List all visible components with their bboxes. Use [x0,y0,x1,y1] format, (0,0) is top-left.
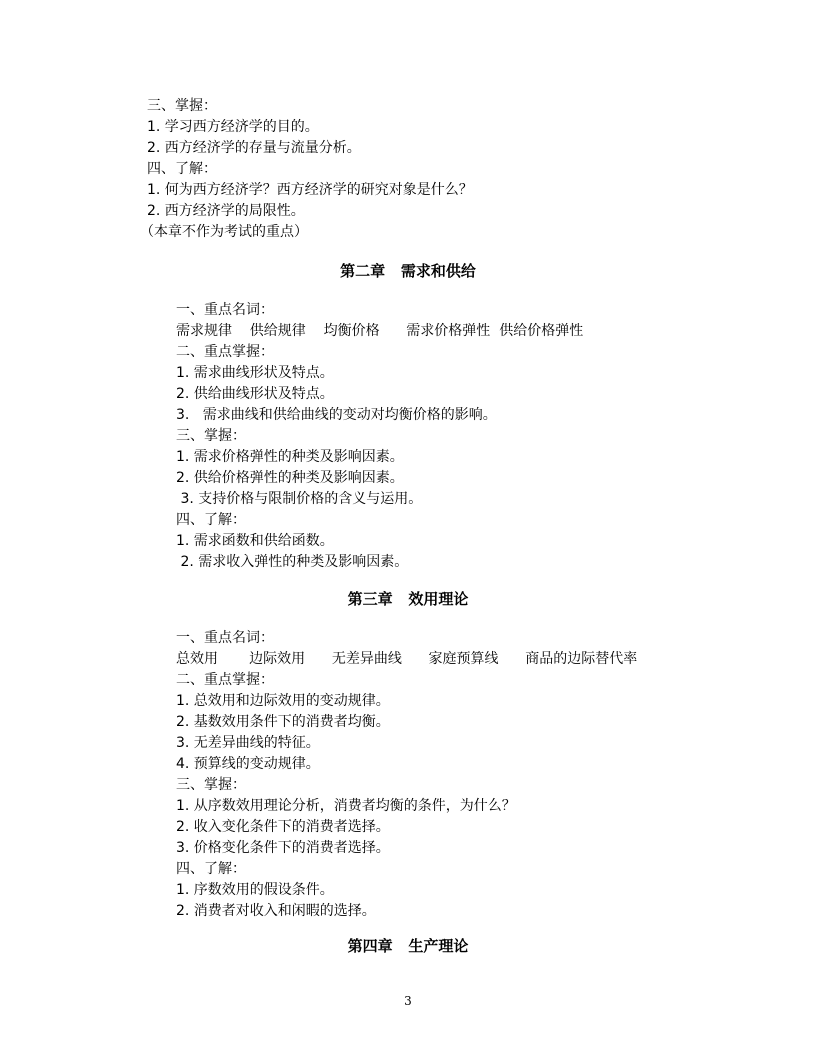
section-heading-understand: 四、了解： [176,861,246,877]
list-item: 1. 需求函数和供给函数。 [176,533,334,549]
page-number: 3 [404,994,412,1008]
list-item: 3. 无差异曲线的特征。 [176,735,320,751]
list-item: 2. 供给价格弹性的种类及影响因素。 [176,470,404,486]
list-item: 1. 学习西方经济学的目的。 [147,119,319,135]
list-item: 3. 支持价格与限制价格的含义与运用。 [176,491,423,507]
list-item: 2. 基数效用条件下的消费者均衡。 [176,714,390,730]
list-item: 1. 序数效用的假设条件。 [176,882,334,898]
list-item: 2. 收入变化条件下的消费者选择。 [176,819,390,835]
list-item: 1. 需求价格弹性的种类及影响因素。 [176,449,404,465]
list-item: 1. 何为西方经济学？西方经济学的研究对象是什么？ [147,182,473,198]
list-item: 4. 预算线的变动规律。 [176,756,320,772]
section-heading-master: 三、掌握： [176,428,246,444]
note-text: （本章不作为考试的重点） [140,224,308,240]
list-item: 2. 西方经济学的局限性。 [147,203,305,219]
chapter-3-title: 第三章 效用理论 [347,590,469,608]
section-heading-key-master: 二、重点掌握： [176,672,274,688]
list-item: 3. 价格变化条件下的消费者选择。 [176,840,390,856]
section-heading-master: 三、掌握： [147,98,217,114]
list-item: 1. 总效用和边际效用的变动规律。 [176,693,390,709]
section-heading-key-master: 二、重点掌握： [176,344,274,360]
section-heading-master: 三、掌握： [176,777,246,793]
list-item: 2. 需求收入弹性的种类及影响因素。 [176,554,409,570]
list-item: 2. 供给曲线形状及特点。 [176,386,334,402]
list-item: 2. 消费者对收入和闲暇的选择。 [176,903,376,919]
section-heading-key-terms: 一、重点名词： [176,630,274,646]
list-item: 1. 需求曲线形状及特点。 [176,365,334,381]
chapter-4-title: 第四章 生产理论 [347,937,469,955]
list-item: 2. 西方经济学的存量与流量分析。 [147,140,361,156]
list-item: 1. 从序数效用理论分析，消费者均衡的条件，为什么？ [176,798,516,814]
chapter-2-title: 第二章 需求和供给 [340,262,476,280]
key-terms-list: 需求规律 供给规律 均衡价格 需求价格弹性 供给价格弹性 [176,323,584,339]
key-terms-list: 总效用 边际效用 无差异曲线 家庭预算线 商品的边际替代率 [176,651,638,667]
section-heading-key-terms: 一、重点名词： [176,302,274,318]
section-heading-understand: 四、了解： [147,161,217,177]
list-item: 3. 需求曲线和供给曲线的变动对均衡价格的影响。 [176,407,497,423]
section-heading-understand: 四、了解： [176,512,246,528]
